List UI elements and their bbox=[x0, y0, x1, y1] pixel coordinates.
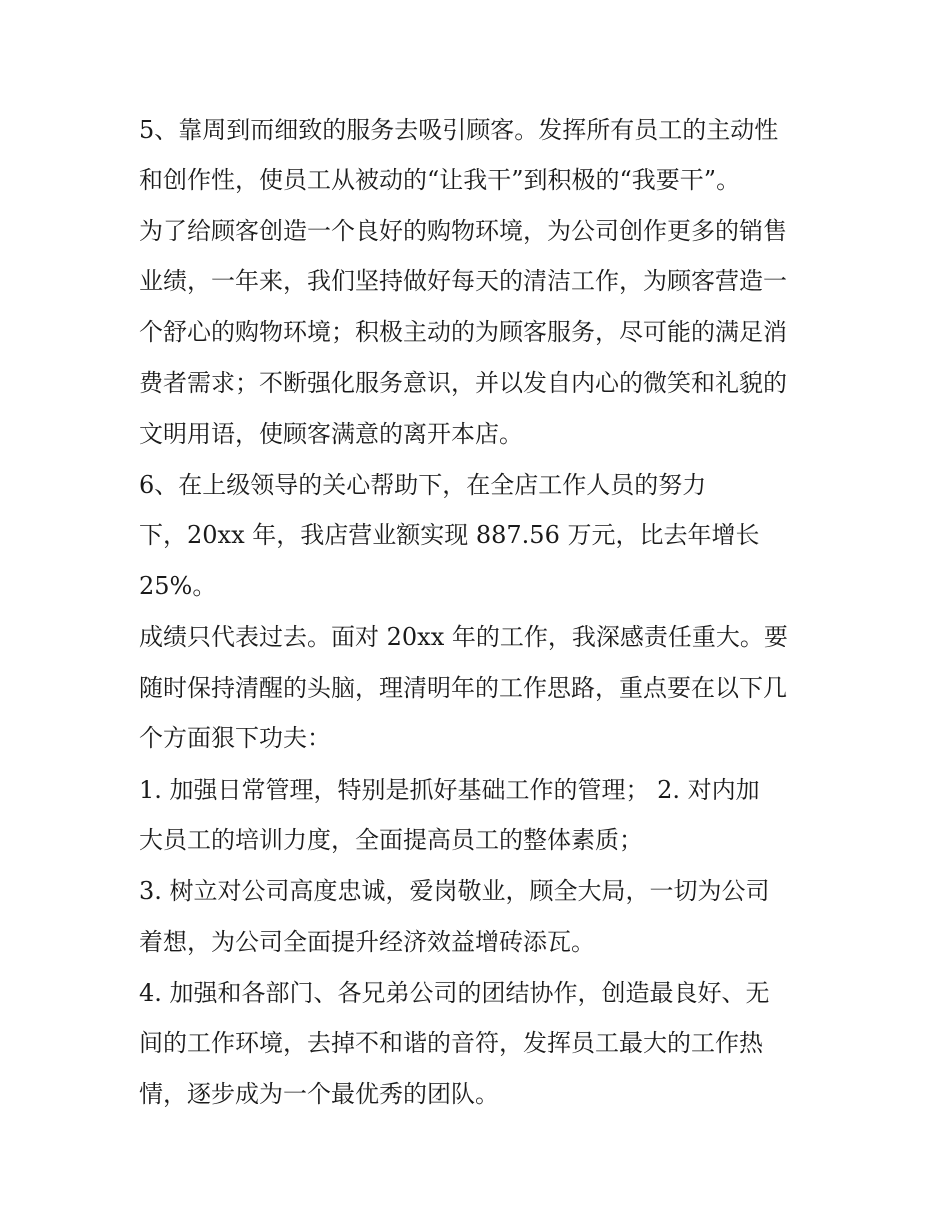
text-line: 随时保持清醒的头脑，理清明年的工作思路，重点要在以下几 bbox=[139, 674, 787, 702]
text-line: 4. 加强和各部门、各兄弟公司的团结协作，创造最良好、无 bbox=[139, 979, 770, 1007]
text-line: 个方面狠下功夫： bbox=[139, 724, 331, 752]
text-line: 业绩，一年来，我们坚持做好每天的清洁工作，为顾客营造一 bbox=[139, 267, 787, 295]
text-line: 和创作性，使员工从被动的“让我干”到积极的“我要干”。 bbox=[139, 166, 741, 194]
text-line: 成绩只代表过去。面对 20xx 年的工作，我深感责任重大。要 bbox=[139, 623, 788, 651]
text-line: 25%。 bbox=[139, 572, 217, 600]
text-line: 6、在上级领导的关心帮助下，在全店工作人员的努力 bbox=[139, 471, 707, 499]
text-line: 3. 树立对公司高度忠诚，爱岗敬业，顾全大局，一切为公司 bbox=[139, 877, 770, 905]
text-line: 下，20xx 年，我店营业额实现 887.56 万元，比去年增长 bbox=[139, 521, 760, 549]
text-line: 大员工的培训力度，全面提高员工的整体素质； bbox=[139, 826, 643, 854]
text-line: 间的工作环境，去掉不和谐的音符，发挥员工最大的工作热 bbox=[139, 1029, 763, 1057]
text-line: 5、靠周到而细致的服务去吸引顾客。发挥所有员工的主动性 bbox=[139, 116, 779, 144]
text-line: 1. 加强日常管理，特别是抓好基础工作的管理； 2. 对内加 bbox=[139, 776, 760, 804]
text-line: 文明用语，使顾客满意的离开本店。 bbox=[139, 420, 523, 448]
text-line: 为了给顾客创造一个良好的购物环境，为公司创作更多的销售 bbox=[139, 217, 787, 245]
text-line: 费者需求；不断强化服务意识，并以发自内心的微笑和礼貌的 bbox=[139, 369, 787, 397]
text-line: 情，逐步成为一个最优秀的团队。 bbox=[139, 1080, 499, 1108]
text-line: 着想，为公司全面提升经济效益增砖添瓦。 bbox=[139, 928, 595, 956]
text-line: 个舒心的购物环境；积极主动的为顾客服务，尽可能的满足消 bbox=[139, 318, 787, 346]
